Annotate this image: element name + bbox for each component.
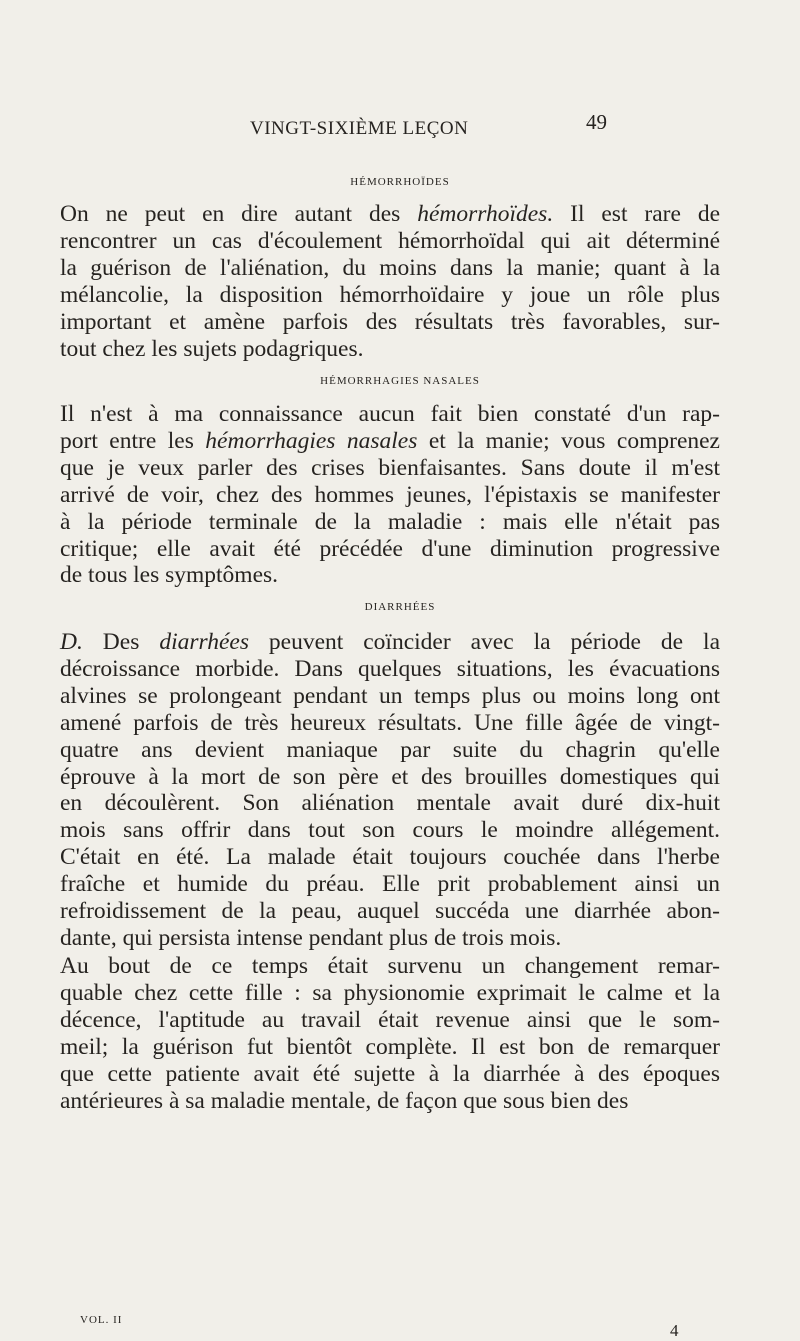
- text-line: à la période terminale de la maladie : mais elle n'était pas: [60, 508, 720, 535]
- italic-term: hémorrhoïdes.: [417, 201, 554, 227]
- text-line: arrivé de voir, chez des hommes jeunes, l'épistaxis se manifester: [60, 481, 720, 508]
- text-line: Au bout de ce temps était survenu un changement remar-: [60, 953, 720, 979]
- text-line: alvines se prolongeant pendant un temps plus ou moins long ont: [60, 682, 720, 709]
- page-number: 49: [586, 110, 607, 134]
- text-line: en découlèrent. Son aliénation mentale avait duré dix-huit: [60, 790, 720, 817]
- volume-mark: VOL. II: [80, 1314, 123, 1326]
- running-head: [0, 110, 800, 148]
- paragraph: [60, 953, 720, 1114]
- italic-term: diarrhées: [159, 629, 249, 655]
- text-line: mois sans offrir dans tout son cours le moindre allégement.: [60, 817, 720, 844]
- text-line: mélancolie, la disposition hémorrhoïdaire y joue un rôle plus: [60, 281, 720, 308]
- text-line: rencontrer un cas d'écoulement hémorrhoïdal qui ait déterminé: [60, 227, 720, 254]
- section-heading-hemorrhoides: HÉMORRHOÏDES: [350, 176, 450, 188]
- text-line: amené parfois de très heureux résultats. Une fille âgée de vingt-: [60, 709, 720, 736]
- paragraph: [60, 401, 720, 589]
- running-title: VINGT-SIXIÈME LEÇON: [250, 118, 469, 139]
- text-line: important et amène parfois des résultats très favorables, sur-: [60, 308, 720, 335]
- text-line: éprouve à la mort de son père et des brouilles domestiques qui: [60, 763, 720, 790]
- text-line: décence, l'aptitude au travail était revenue ainsi que le som-: [60, 1006, 720, 1033]
- text-line: C'était en été. La malade était toujours couchée dans l'herbe: [60, 844, 720, 871]
- section-heading-diarrhees: DIARRHÉES: [364, 601, 436, 613]
- text-line: décroissance morbide. Dans quelques situations, les évacuations: [60, 655, 720, 682]
- text-line: critique; elle avait été précédée d'une diminution progressive: [60, 535, 720, 562]
- text-line: quatre ans devient maniaque par suite du chagrin qu'elle: [60, 736, 720, 763]
- italic-term: hémorrhagies nasales: [205, 427, 418, 454]
- text-line: que cette patiente avait été sujette à la diarrhée à des époques: [60, 1060, 720, 1087]
- text-line: port entre les hémorrhagies nasales et la manie; vous comprenez: [60, 427, 720, 454]
- text-line: meil; la guérison fut bientôt complète. Il est bon de remarquer: [60, 1033, 720, 1060]
- text-line: Il n'est à ma connaissance aucun fait bien constaté d'un rap-: [60, 401, 720, 427]
- text-line: quable chez cette fille : sa physionomie exprimait le calme et la: [60, 979, 720, 1006]
- text-line: D. Des diarrhées peuvent coïncider avec la période de la: [60, 629, 721, 655]
- paragraph: [60, 629, 720, 952]
- text-line: tout chez les sujets podagriques.: [60, 335, 364, 362]
- text-line: antérieures à sa maladie mentale, de façon que sous bien des: [60, 1087, 629, 1114]
- text-line: de tous les symptômes.: [60, 562, 279, 589]
- paragraph: [60, 201, 720, 362]
- text-line: On ne peut en dire autant des hémorrhoïdes. Il est rare de: [60, 201, 720, 227]
- section-heading-hemorrhagies-nasales: HÉMORRHAGIES NASALES: [320, 375, 480, 387]
- text-line: que je veux parler des crises bienfaisantes. Sans doute il m'est: [60, 454, 720, 481]
- text-line: refroidissement de la peau, auquel succéda une diarrhée abon-: [60, 898, 720, 925]
- signature-mark: 4: [670, 1321, 679, 1340]
- text-line: dante, qui persista intense pendant plus de trois mois.: [60, 924, 562, 951]
- text-line: fraîche et humide du préau. Elle prit probablement ainsi un: [60, 871, 720, 898]
- italic-term: D.: [60, 629, 83, 655]
- text-line: la guérison de l'aliénation, du moins dans la manie; quant à la: [60, 254, 720, 281]
